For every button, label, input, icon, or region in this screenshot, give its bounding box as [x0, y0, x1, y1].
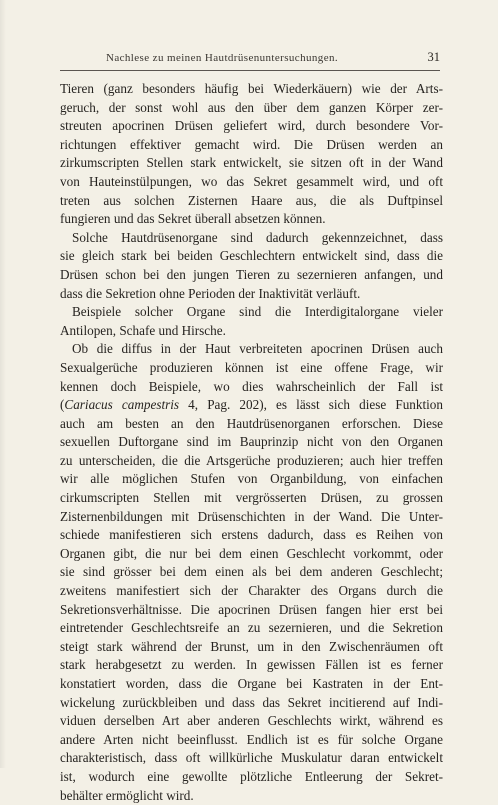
text-line: Tieren (ganz besonders häufig bei Wiederkäuern) wie der Arts-	[60, 81, 443, 96]
text-line: sexuellen Duftorgane sind im Bauprinzip nicht von den Organen	[60, 434, 443, 450]
text-line: charakteristisch, dass oft willkürliche Muskulatur daran entwickelt	[60, 750, 443, 766]
text-line-with-italic	[60, 396, 443, 415]
text-line: zirkumscripten Stellen stark entwickelt, sie sitzen oft in der Wand	[60, 155, 443, 171]
body-text	[60, 80, 443, 805]
text-line: sie gleich stark bei beiden Geschlechtern entwickelt sind, dass die	[60, 248, 443, 264]
text-line: eintretender Geschlechtsreife an zu sezernieren, und die Sekretion	[60, 620, 443, 636]
text-line: streuten apocrinen Drüsen geliefert wird, durch besondere Vor-	[60, 118, 443, 134]
text-line: von Hauteinstülpungen, wo das Sekret gesammelt wird, und oft	[60, 173, 443, 189]
text-line: geruch, der sonst wohl aus den über dem ganzen Körper zer-	[60, 99, 443, 115]
page-edge-shadow	[0, 0, 6, 768]
text-line: treten aus solchen Zisternen Haare aus, die als Duftpinsel	[60, 192, 443, 208]
text-line: andere Arten nicht beeinflusst. Endlich ist es für solche Organe	[60, 731, 443, 747]
text-line: Sexualgerüche produzieren können ist eine offene Frage, wir	[60, 359, 443, 375]
text-line: stark herabgesetzt zu werden. In gewissen Fällen ist es ferner	[60, 657, 443, 673]
text-line: viduen derselben Art aber anderen Geschlechts wirkt, während es	[60, 713, 443, 729]
citation-rest: 4, Pag. 202), es lässt sich diese Funktion	[179, 397, 443, 413]
text-line: Drüsen schon bei den jungen Tieren zu sezernieren anfangen, und	[60, 266, 443, 282]
text-line: sie sind grösser bei dem einen als bei dem anderen Geschlecht;	[60, 564, 443, 580]
header-rule	[60, 70, 440, 71]
text-line: Organen gibt, die nur bei dem einen Geschlecht vorkommt, oder	[60, 545, 443, 561]
text-line: richtungen effektiver gemacht wird. Die Drüsen werden an	[60, 136, 443, 152]
text-line: ist, wodurch eine gewollte plötzliche Entleerung der Sekret-	[60, 768, 443, 784]
paren-open: (	[60, 397, 65, 413]
text-line: auch am besten an den Hautdrüsenorganen erforschen. Diese	[60, 415, 443, 431]
page-header	[60, 52, 440, 70]
text-line: Solche Hautdrüsenorgane sind dadurch gekennzeichnet, dass	[72, 229, 443, 245]
text-line: Zisternenbildungen mit Drüsenschichten in der Wand. Die Unter-	[60, 508, 443, 524]
text-line: wickelung zurückbleiben und dass das Sekret incitierend auf Indi-	[60, 694, 443, 710]
page-number: 31	[427, 50, 440, 64]
text-line: fungieren und das Sekret überall absetzen können.	[60, 211, 326, 227]
text-line: Antilopen, Schafe und Hirsche.	[60, 322, 226, 338]
text-line: dass die Sekretion ohne Perioden der Inaktivität verläuft.	[60, 285, 361, 301]
text-line: wir alle möglichen Stufen von Organbildung, von einfachen	[60, 471, 443, 487]
text-line: cirkumscripten Stellen mit vergrösserten Drüsen, zu grossen	[60, 490, 443, 506]
text-line: behälter ermöglicht wird.	[60, 787, 194, 803]
running-head: Nachlese zu meinen Hautdrüsenuntersuchungen.	[106, 52, 339, 64]
text-line: zweitens manifestiert sich der Charakter des Organs durch die	[60, 583, 443, 599]
italic-species-name: Cariacus campestris	[64, 397, 180, 413]
text-line: schiede manifestieren sich erstens dadurch, dass es Reihen von	[60, 527, 443, 543]
text-line: kennen doch Beispiele, wo dies wahrscheinlich der Fall ist	[60, 378, 443, 394]
text-line: Beispiele solcher Organe sind die Interdigitalorgane vieler	[72, 304, 443, 320]
text-line: Ob die diffus in der Haut verbreiteten apocrinen Drüsen auch	[72, 341, 443, 357]
text-line: steigt stark während der Brunst, um in den Zwischenräumen oft	[60, 638, 443, 654]
text-line: zu unterscheiden, die die Artsgerüche produzieren; auch hier treffen	[60, 452, 443, 468]
text-line: konstatiert worden, dass die Organe bei Kastraten in der Ent-	[60, 676, 443, 691]
text-line: Sekretionsverhältnisse. Die apocrinen Drüsen fangen hier erst bei	[60, 601, 443, 617]
